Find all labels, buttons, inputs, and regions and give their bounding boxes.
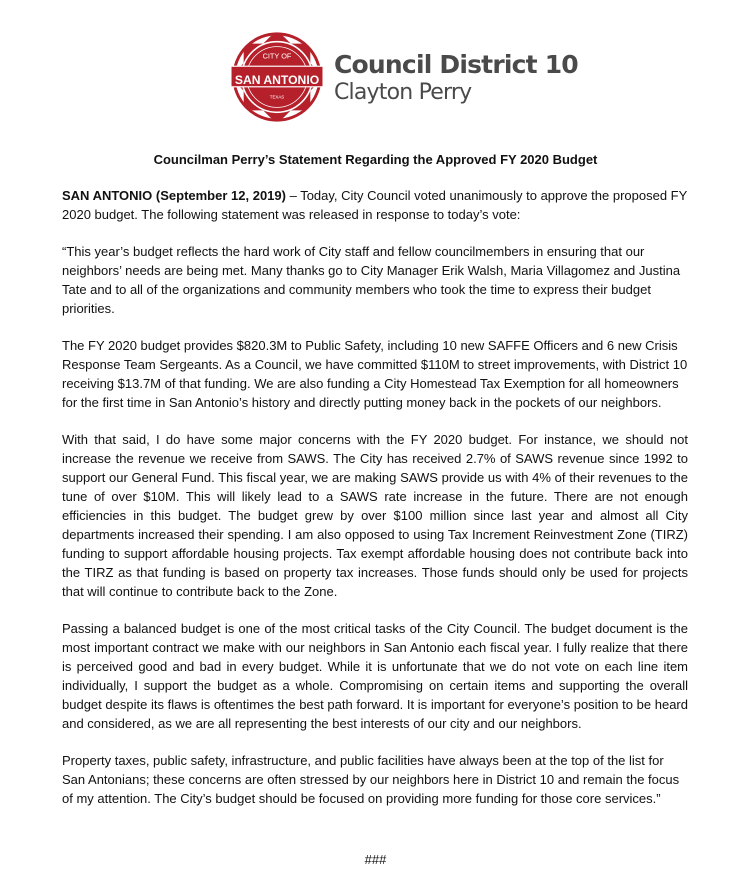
paragraph-priorities: Property taxes, public safety, infrastructure, and public facilities have always been at the top of the list for San Antonians; these concerns are often stressed by our neighbors here in District 10 and remain the focus of my attention. The City’s budget should be focused on providing more funding for those core services.” <box>62 753 680 806</box>
letterhead <box>0 28 751 128</box>
dateline: SAN ANTONIO (September 12, 2019) <box>62 188 286 203</box>
paragraph-concerns: With that said, I do have some major concerns with the FY 2020 budget. For instance, we should not increase the revenue we receive from SAWS. The City has received 2.7% of SAWS revenue since 1992 to support our General Fund. This fiscal year, we are making SAWS provide us with 4% of their revenues to the tune of over $10M. This will likely lead to a SAWS rate increase in the future. There are not enough efficiencies in this budget. The budget grew by over $100 million since last year and almost all City departments increased their spending. I am also opposed to using Tax Increment Reinvestment Zone (TIRZ) funding to support affordable housing projects. Tax exempt affordable housing does not contribute back into the TIRZ as that funding is based on property tax increases. Those funds should only be used for projects that will continue to contribute back to the Zone. <box>62 432 688 599</box>
paragraph-intro <box>62 186 688 224</box>
councilman-name: Clayton Perry <box>334 80 472 105</box>
press-release-headline: Councilman Perry’s Statement Regarding the Approved FY 2020 Budget <box>153 152 598 167</box>
paragraph-public-safety: The FY 2020 budget provides $820.3M to Public Safety, including 10 new SAFFE Officers and 6 new Crisis Response Team Sergeants. As a Council, we have committed $110M to street improvements, with District 10 receiving $13.7M of that funding. We are also funding a City Homestead Tax Exemption for all homeowners for the first time in San Antonio’s history and directly putting money back in the pockets of our neighbors. <box>62 338 688 410</box>
press-release-body <box>62 186 688 826</box>
svg-text:SAN ANTONIO: SAN ANTONIO <box>234 73 320 87</box>
san-antonio-seal-logo <box>228 28 326 126</box>
paragraph-quote-start: “This year’s budget reflects the hard work of City staff and fellow councilmembers in ensuring that our neighbors’ needs are being met. Many thanks go to City Manager Erik Walsh, Maria Villagomez and Justina Tate and to all of the organizations and community members who took the time to express their budget priorities. <box>62 244 681 316</box>
paragraph-intro-text: – Today, City Council voted unanimously to approve the proposed FY 2020 budget. The following statement was released in response to today’s vote: <box>62 188 688 222</box>
district-title: Council District 10 <box>334 50 578 79</box>
svg-text:CITY OF: CITY OF <box>262 51 292 61</box>
svg-text:TEXAS: TEXAS <box>269 94 285 100</box>
brand-block <box>334 50 578 106</box>
paragraph-balanced-budget: Passing a balanced budget is one of the most critical tasks of the City Council. The budget document is the most important contract we make with our neighbors in San Antonio each fiscal year. I fully realize that there is perceived good and bad in every budget. While it is unfortunate that we do not vote on each line item individually, I support the budget as a whole. Compromising on certain items and supporting the overall budget despite its flaws is oftentimes the best path forward. It is important for everyone’s position to be heard and considered, as we are all representing the best interests of our city and our neighbors. <box>62 621 688 731</box>
end-mark: ### <box>364 852 387 867</box>
